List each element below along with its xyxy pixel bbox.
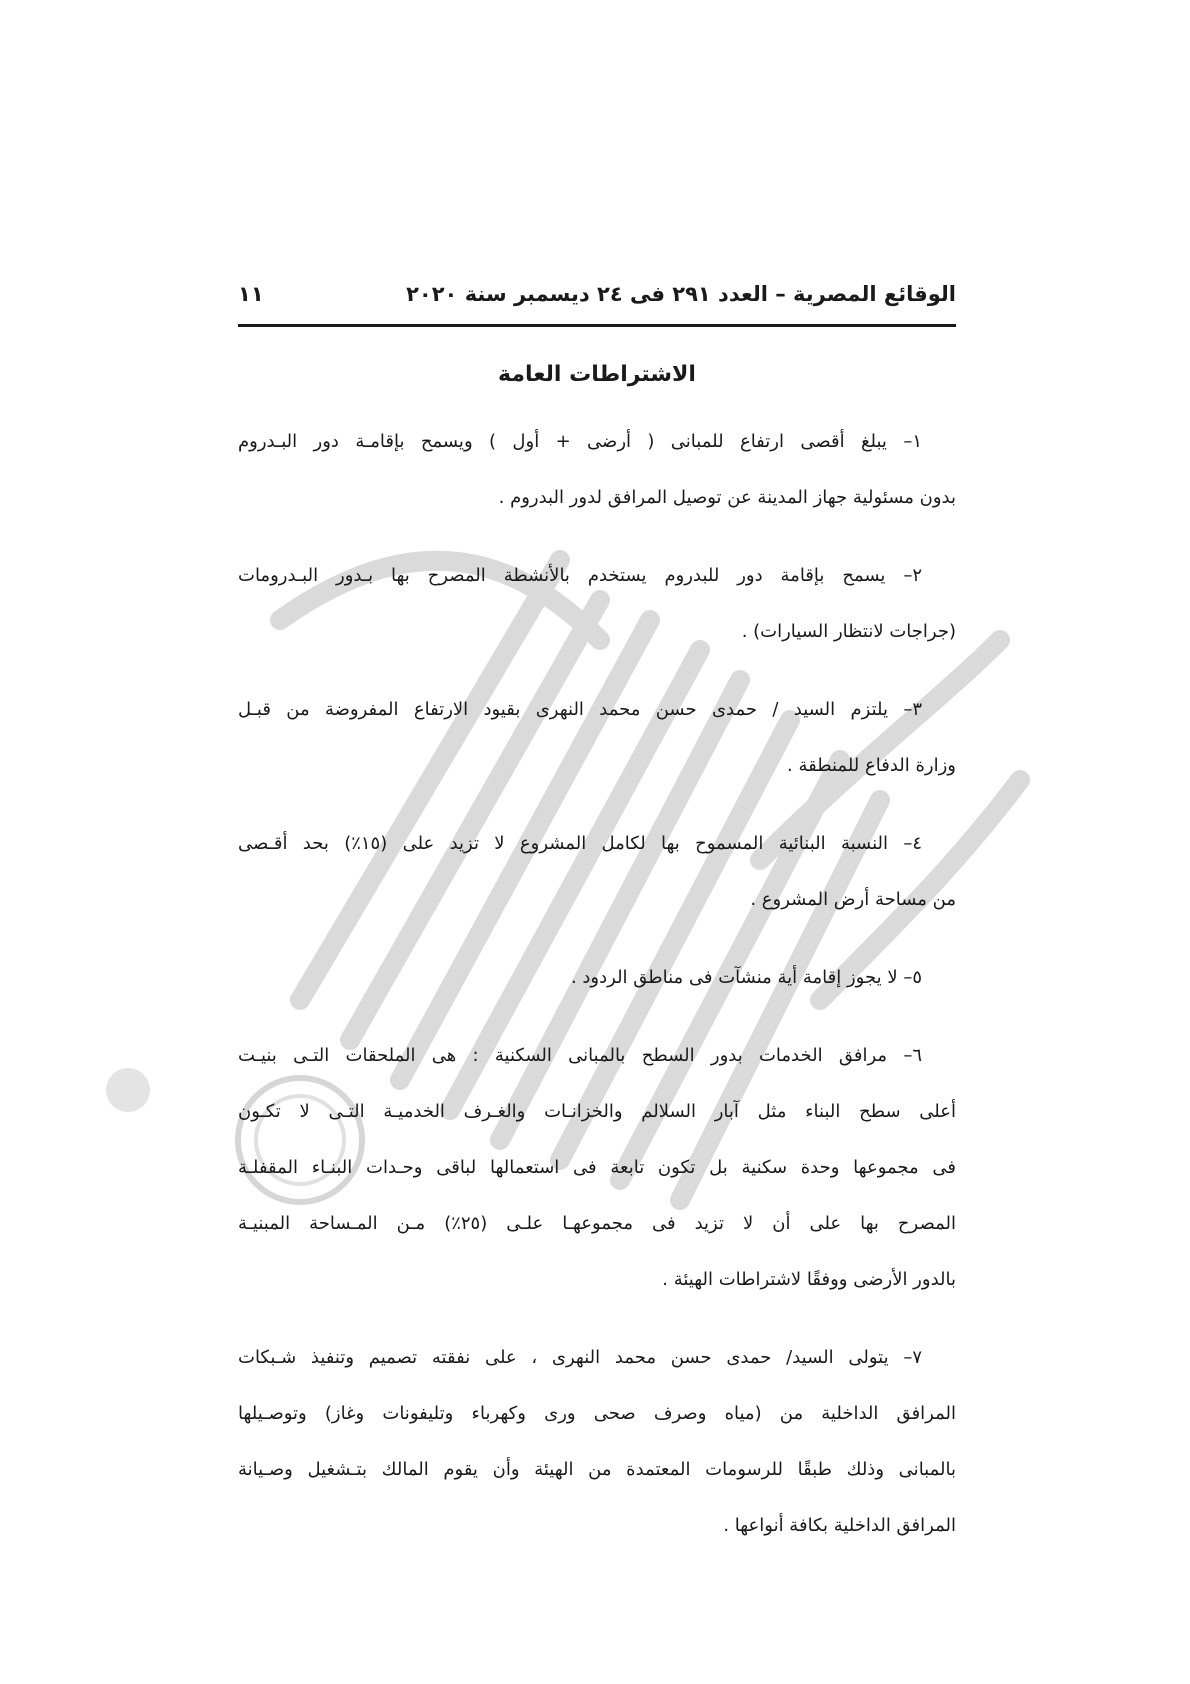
paragraph-line: المرافق الداخلية بكافة أنواعها . <box>723 1515 956 1536</box>
paragraph <box>238 816 956 928</box>
header-rule <box>238 324 956 327</box>
document-body <box>238 414 956 1576</box>
paragraph-line: بالدور الأرضى ووفقًا لاشتراطات الهيئة . <box>662 1269 956 1290</box>
paragraph <box>238 414 956 526</box>
paragraph-line: أعلى سطح البناء مثل آبار السلالم والخزانـات والغـرف الخدميـة التـى لا تكـون <box>238 1101 956 1122</box>
paragraph <box>238 682 956 794</box>
header-title: الوقائع المصرية – العدد ٢٩١ فى ٢٤ ديسمبر سنة ٢٠٢٠ <box>406 282 956 306</box>
paragraph <box>238 950 956 1006</box>
paragraph-line: ٥– لا يجوز إقامة أية منشآت فى مناطق الردود . <box>570 967 922 988</box>
paragraph-line: ٤– النسبة البنائية المسموح بها لكامل المشروع لا تزيد على (١٥٪) بحد أقـصى <box>238 833 922 854</box>
paragraph-line: ٢– يسمح بإقامة دور للبدروم يستخدم بالأنشطة المصرح بها بـدور البـدرومات <box>238 565 922 586</box>
paragraph-line: ١– يبلغ أقصى ارتفاع للمبانى ( أرضى + أول ) ويسمح بإقامـة دور البـدروم <box>238 431 922 452</box>
paragraph-line: ٧– يتولى السيد/ حمدى حسن محمد النهرى ، على نفقته تصميم وتنفيذ شـبكات <box>238 1347 922 1368</box>
paragraph-line: من مساحة أرض المشروع . <box>750 889 956 910</box>
paragraph-line: فى مجموعها وحدة سكنية بل تكون تابعة فى استعمالها لباقى وحـدات البنـاء المقفلـة <box>238 1157 956 1178</box>
paragraph <box>238 1028 956 1308</box>
section-title: الاشتراطات العامة <box>498 362 696 387</box>
paragraph-line: المصرح بها على أن لا تزيد فى مجموعهـا علـى (٢٥٪) مـن المـساحة المبنيـة <box>238 1213 956 1234</box>
paragraph-line: ٦– مرافق الخدمات بدور السطح بالمبانى السكنية : هى الملحقات التـى بنيـت <box>238 1045 922 1066</box>
page-header <box>238 272 956 316</box>
paragraph-line: ٣– يلتزم السيد / حمدى حسن محمد النهرى بقيود الارتفاع المفروضة من قبـل <box>238 699 922 720</box>
paragraph-line: بالمبانى وذلك طبقًا للرسومات المعتمدة من الهيئة وأن يقوم المالك بتـشغيل وصـيانة <box>238 1459 956 1480</box>
paragraph-line: المرافق الداخلية من (مياه وصرف صحى ورى وكهرباء وتليفونات وغاز) وتوصـيلها <box>238 1403 956 1424</box>
paragraph-line: (جراجات لانتظار السيارات) . <box>741 621 956 642</box>
paragraph <box>238 1330 956 1554</box>
paragraph-line: وزارة الدفاع للمنطقة . <box>787 755 956 776</box>
paragraph <box>238 548 956 660</box>
paragraph-line: بدون مسئولية جهاز المدينة عن توصيل المرافق لدور البدروم . <box>498 487 956 508</box>
page-number: ١١ <box>238 282 264 306</box>
